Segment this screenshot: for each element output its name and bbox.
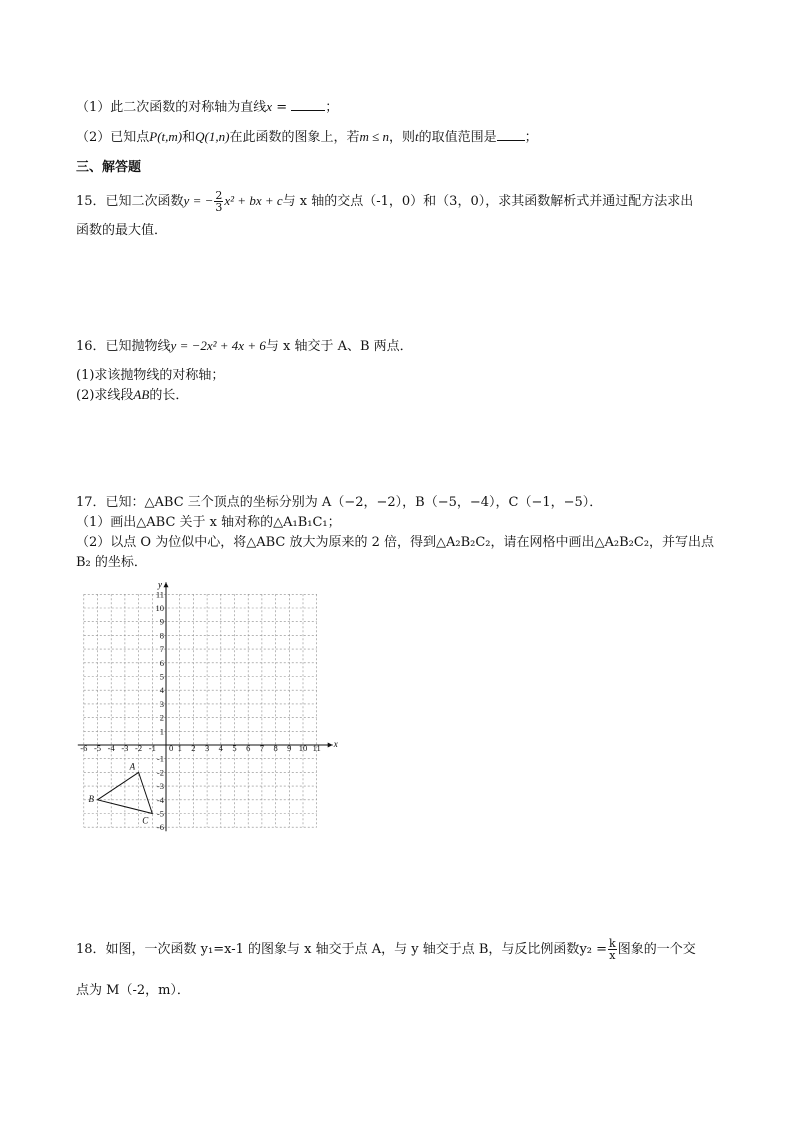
x-tick-label: 1 [177, 743, 182, 753]
vertex-label-b: B [88, 793, 94, 804]
y-tick-label: 4 [159, 685, 164, 696]
answer-blank-1[interactable] [291, 98, 325, 111]
x-tick-label: -6 [80, 743, 88, 753]
x-tick-label: 7 [259, 743, 265, 753]
y-tick-label: 10 [155, 603, 164, 613]
question-15: 15．已知二次函数y = − $\frac{2}{3}$ x² + bx + c与 x 轴的交点（-1，0）和（3，0），求其函数解析式并通过配方法求出 [76, 189, 694, 214]
y-tick-label: -2 [156, 767, 164, 778]
axes [78, 579, 338, 831]
question-17-part2: （2）以点 O 为位似中心，将△ABC 放大为原来的 2 倍，得到△A₂B₂C₂，请在网格中画出△A₂B₂C₂，并写出点 [76, 535, 715, 550]
y-tick-label: 3 [159, 698, 164, 709]
vertex-label-a: A [129, 761, 136, 772]
x-tick-label: 5 [232, 743, 237, 753]
y-tick-label: 7 [159, 644, 164, 655]
x-tick-label: 6 [246, 743, 251, 753]
coordinate-grid [80, 579, 340, 833]
y-tick-label: 6 [159, 657, 164, 668]
question-18: 18．如图，一次函数 y₁=x-1 的图象与 x 轴交于点 A，与 y 轴交于点 B，与反比例函数y₂ = $\frac{k}{x}$ 图象的一个交 [76, 937, 696, 962]
section-heading: 三、解答题 [76, 160, 142, 175]
question-16: 16．已知抛物线y = −2x² + 4x + 6与 x 轴交于 A、B 两点． [76, 338, 413, 354]
x-tick-label: 10 [298, 743, 308, 753]
x-tick-label: 11 [312, 743, 321, 753]
question-17-part1: （1）画出△ABC 关于 x 轴对称的△A₁B₁C₁； [76, 515, 341, 530]
y-tick-label: 11 [155, 589, 164, 600]
x-tick-label: 2 [191, 743, 196, 753]
x-tick-label: 8 [273, 743, 278, 753]
x-tick-label: -2 [135, 743, 143, 753]
y-tick-label: 1 [159, 726, 164, 737]
q14-part2: （2）已知点P(t,m)和Q(1,n)在此函数的图象上，若m ≤ n，则t的取值范围是 ； [76, 129, 538, 145]
y-tick-label: 2 [159, 712, 164, 723]
x-tick-label: -4 [107, 743, 115, 753]
x-tick-label: 3 [204, 743, 210, 753]
y-tick-label: 8 [159, 630, 164, 641]
tick-labels [80, 589, 321, 832]
y-tick-label: -4 [156, 794, 164, 805]
y-axis-arrow [164, 582, 169, 587]
x-tick-label: 4 [218, 743, 223, 753]
x-tick-label: -3 [121, 743, 129, 753]
fraction-k-over-x: $\frac{k}{x}$ [609, 937, 616, 962]
question-16-part2: (2)求线段AB的长． [76, 387, 189, 403]
question-15-line2: 函数的最大值． [76, 223, 168, 238]
y-axis-label: y [158, 579, 162, 590]
triangle-abc [89, 761, 153, 825]
y-tick-label: -5 [156, 808, 164, 819]
y-tick-label: -6 [156, 822, 164, 833]
x-tick-label: 9 [287, 743, 292, 753]
y-tick-label: -3 [156, 781, 164, 792]
question-18-line2: 点为 M（-2，m）． [76, 983, 190, 998]
x-axis-arrow [328, 743, 333, 748]
origin-label: 0 [169, 743, 174, 753]
question-17: 17．已知：△ABC 三个顶点的坐标分别为 A（−2，−2），B（−5，−4），C（−1，−5）． [76, 495, 603, 510]
question-16-part1: (1)求该抛物线的对称轴； [76, 368, 225, 383]
y-tick-label: -1 [156, 753, 164, 764]
grid-lines [84, 594, 317, 827]
answer-blank-2[interactable] [497, 128, 525, 141]
x-tick-label: -1 [148, 743, 156, 753]
x-tick-label: -5 [93, 743, 102, 753]
y-tick-label: 5 [159, 671, 164, 682]
x-axis-label: x [333, 739, 338, 749]
question-17-part2-line2: B₂ 的坐标． [76, 555, 147, 570]
y-tick-label: 9 [159, 616, 164, 627]
fraction-two-thirds: $\frac{2}{3}$ [215, 189, 223, 214]
q14-part1: （1）此二次函数的对称轴为直线x = ； [76, 99, 339, 115]
vertex-label-c: C [142, 815, 149, 826]
